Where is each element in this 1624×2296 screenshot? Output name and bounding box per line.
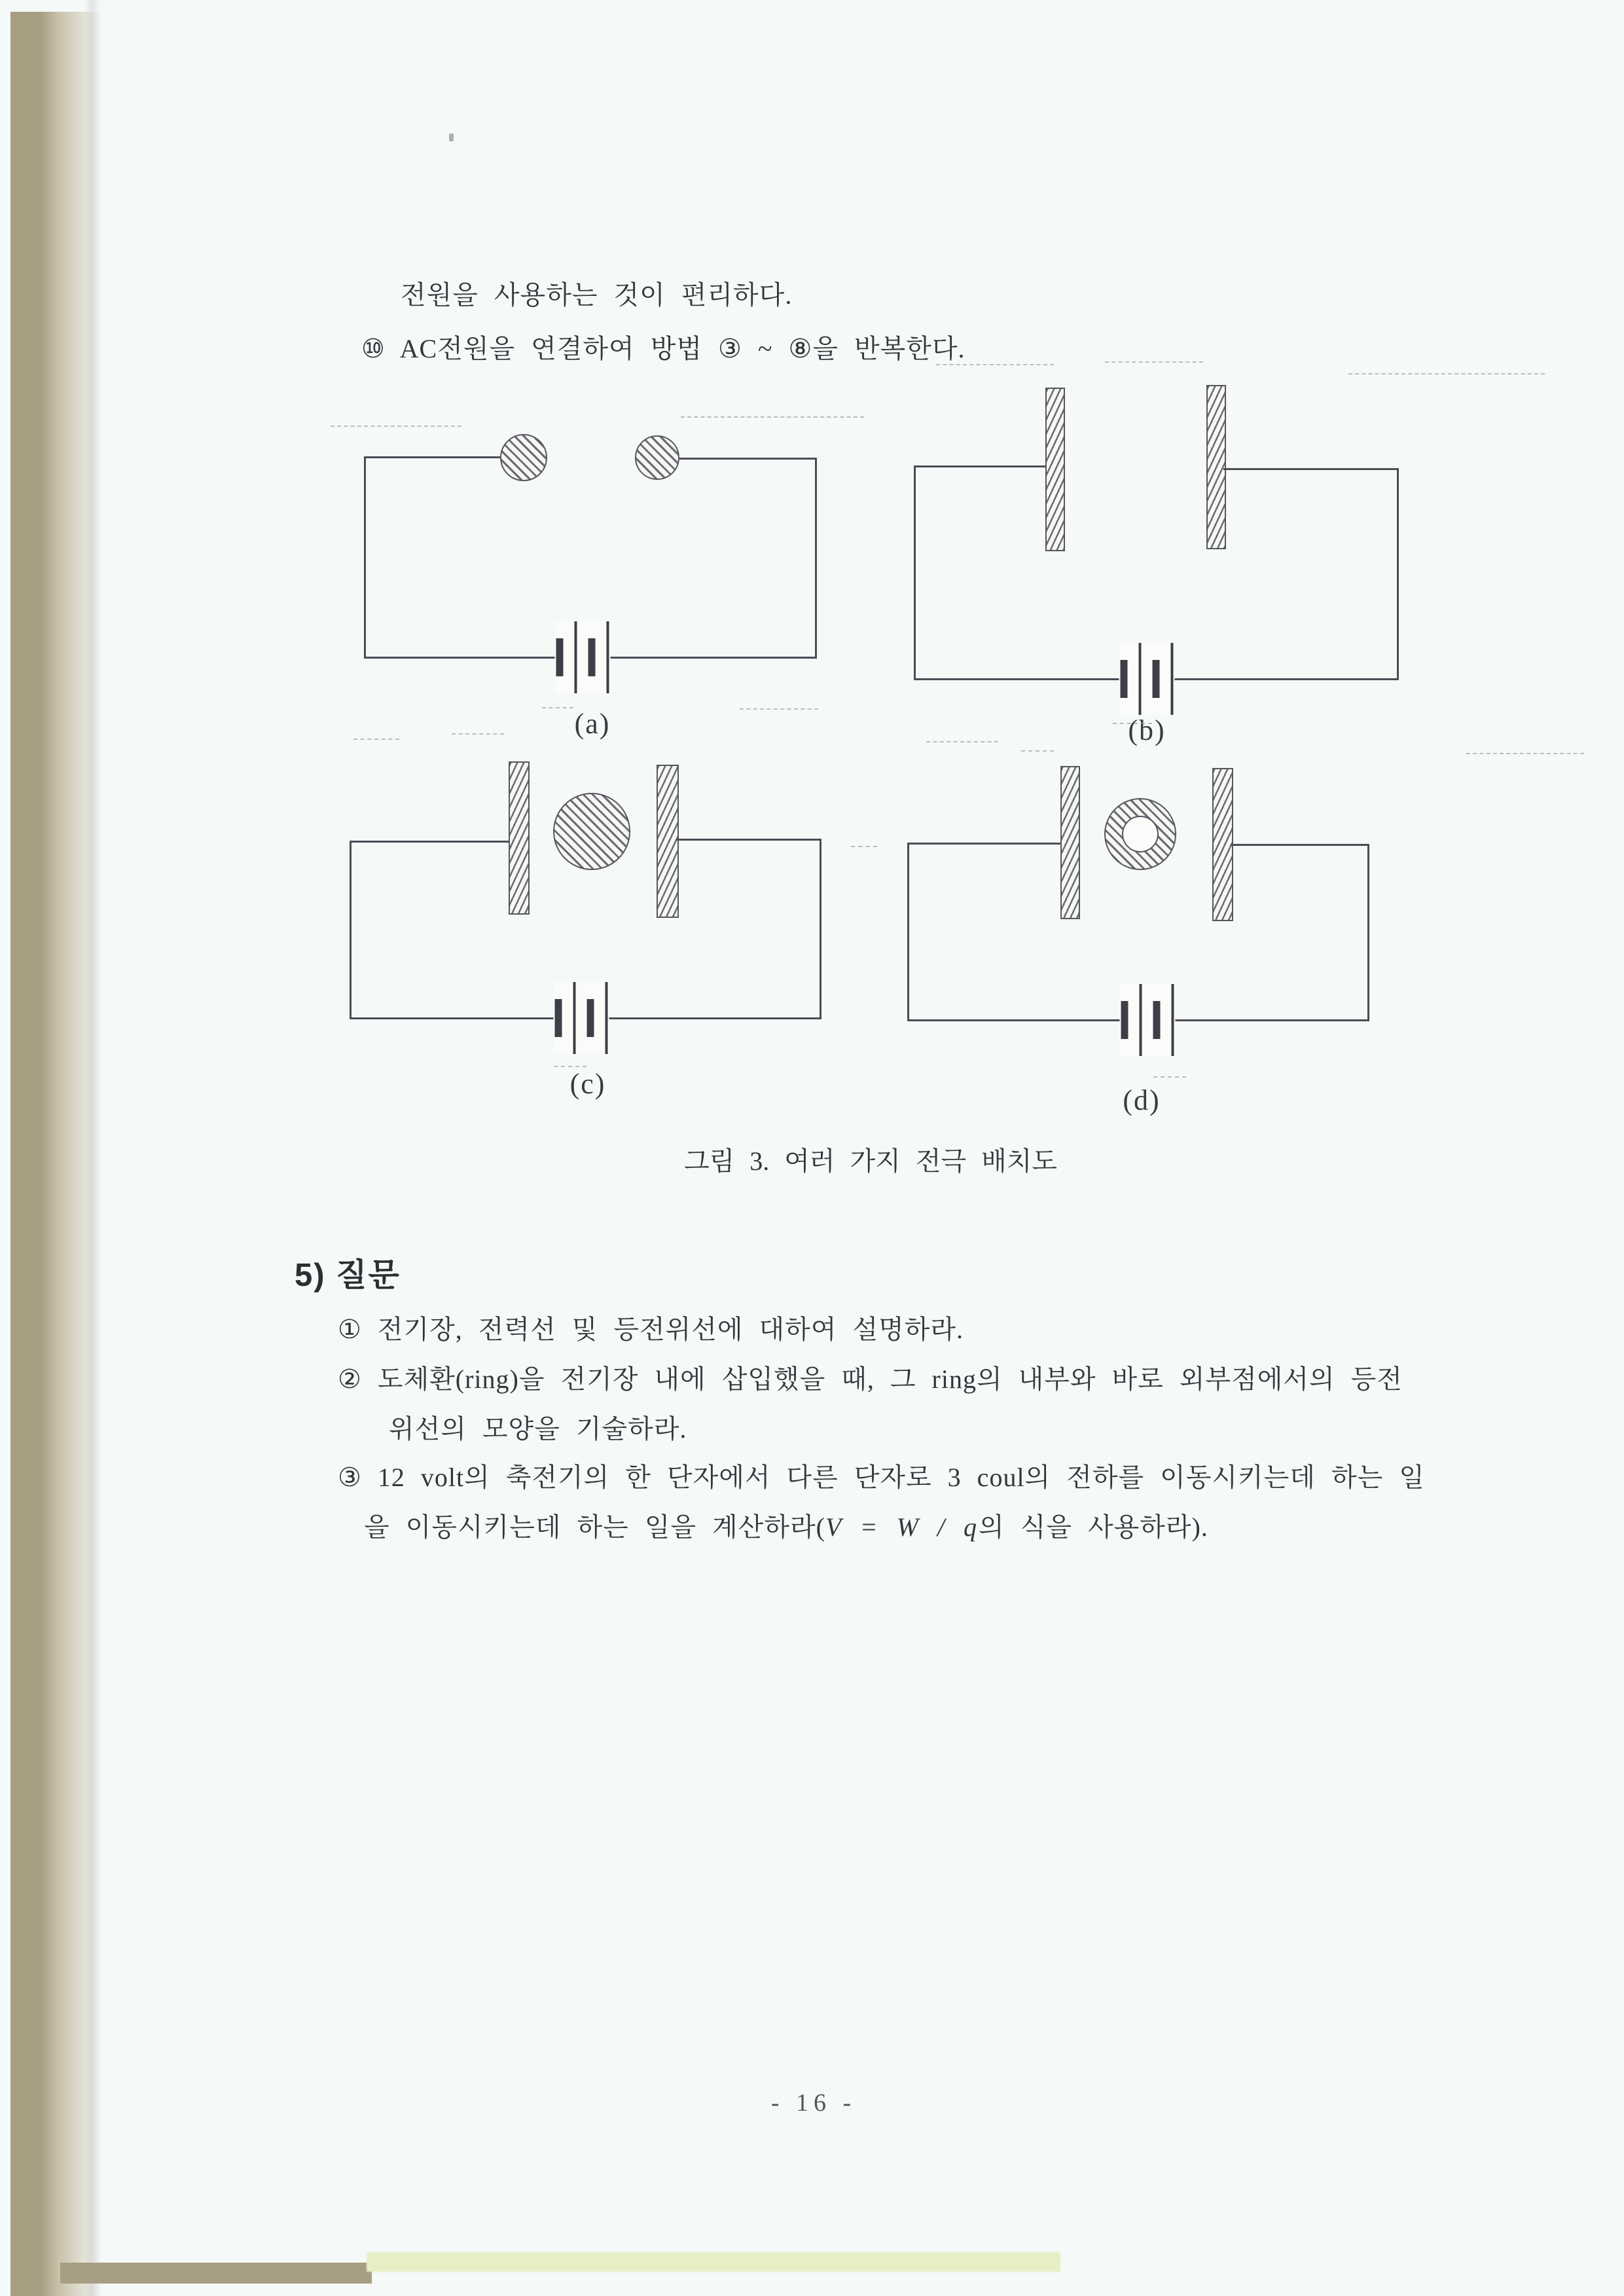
- battery-plate-short: [1121, 660, 1128, 698]
- bottom-page-edge: [367, 2252, 1060, 2272]
- plate-electrode: [1206, 385, 1226, 549]
- diagram-label-a: (a): [574, 708, 611, 740]
- wire: [364, 456, 503, 458]
- conducting-disc: [553, 793, 630, 870]
- procedure-step-10: ⑩ AC전원을 연결하여 방법 ③ ~ ⑧을 반복한다.: [361, 334, 965, 363]
- page-number: - 16 -: [770, 2089, 857, 2117]
- battery-plate-short: [1121, 1001, 1128, 1039]
- question-1: ① 전기장, 전력선 및 등전위선에 대하여 설명하라.: [338, 1315, 964, 1344]
- wire: [1397, 468, 1399, 680]
- battery-plate-long: [575, 621, 577, 693]
- battery-plate-short: [588, 638, 596, 676]
- scan-artifact-dash: [1153, 1076, 1186, 1078]
- wire: [364, 456, 366, 659]
- wire: [907, 843, 1060, 845]
- wire: [1231, 844, 1369, 846]
- question-3-text-post: 의 식을 사용하라).: [979, 1512, 1208, 1542]
- voltage-formula: V = W / q: [825, 1512, 979, 1542]
- figure-caption: 그림 3. 여러 가지 전극 배치도: [683, 1146, 1058, 1176]
- battery-plate-long: [605, 982, 608, 1054]
- scan-artifact-dash: [1021, 750, 1054, 752]
- battery-plate-long: [573, 982, 576, 1054]
- bottom-book-edge: [60, 2263, 372, 2284]
- question-2-line-2: 위선의 모양을 기술하라.: [389, 1414, 687, 1444]
- wire: [815, 458, 817, 659]
- battery-symbol: [555, 621, 611, 693]
- scan-artifact-dash: [1466, 753, 1584, 754]
- scan-artifact-dash: [740, 708, 818, 710]
- questions-heading: 5) 질문: [295, 1257, 401, 1293]
- point-electrode: [635, 435, 679, 480]
- wire: [1367, 844, 1369, 1021]
- scan-artifact-dash: [1348, 373, 1545, 374]
- scan-artifact-dash: [851, 846, 877, 847]
- scan-artifact-dash: [554, 1066, 586, 1067]
- battery-symbol: [1120, 984, 1176, 1056]
- scan-artifact-dash: [936, 364, 1054, 365]
- question-3-line-1: ③ 12 volt의 축전기의 한 단자에서 다른 단자로 3 coul의 전하를 이동시키는데 하는 일: [338, 1463, 1425, 1492]
- wire: [1223, 468, 1399, 470]
- scan-artifact-dash: [353, 738, 399, 740]
- battery-symbol: [1119, 643, 1175, 715]
- battery-plate-short: [587, 999, 594, 1037]
- battery-plate-long: [1171, 643, 1174, 715]
- scan-artifact-dash: [681, 416, 864, 418]
- wire: [350, 841, 509, 843]
- plate-electrode: [509, 761, 530, 915]
- diagram-label-b: (b): [1128, 714, 1166, 746]
- question-3-text-pre: 을 이동시키는데 하는 일을 계산하라(: [364, 1512, 825, 1542]
- scan-artifact-dash: [331, 426, 461, 427]
- scan-artifact-dash: [926, 741, 998, 742]
- battery-symbol: [554, 982, 609, 1054]
- scan-artifact-dash: [1113, 723, 1152, 724]
- battery-plate-short: [1153, 660, 1160, 698]
- wire: [679, 458, 817, 460]
- wire: [914, 465, 1045, 467]
- scan-speck: [449, 134, 454, 141]
- wire: [676, 839, 821, 841]
- scan-artifact-dash: [452, 733, 504, 735]
- plate-electrode: [1045, 388, 1065, 551]
- battery-plate-long: [607, 621, 609, 693]
- wire: [350, 841, 352, 1019]
- wire: [820, 839, 821, 1019]
- point-electrode: [500, 434, 547, 481]
- battery-plate-short: [555, 999, 562, 1037]
- ring-hole: [1122, 816, 1159, 852]
- intro-line: 전원을 사용하는 것이 편리하다.: [401, 280, 793, 310]
- page-crease-shadow: [84, 0, 101, 2296]
- battery-plate-short: [556, 638, 564, 676]
- battery-plate-long: [1139, 643, 1142, 715]
- scan-artifact-dash: [1105, 361, 1203, 363]
- scan-artifact-dash: [542, 707, 573, 708]
- wire: [907, 843, 909, 1021]
- wire: [914, 465, 916, 680]
- question-3-line-2: [364, 1511, 1208, 1544]
- battery-plate-long: [1140, 984, 1142, 1056]
- battery-plate-long: [1172, 984, 1174, 1056]
- question-2-line-1: ② 도체환(ring)을 전기장 내에 삽입했을 때, 그 ring의 내부와 바로 외부점에서의 등전: [338, 1364, 1403, 1394]
- diagram-label-d: (d): [1123, 1084, 1161, 1116]
- plate-electrode: [657, 765, 679, 918]
- battery-plate-short: [1153, 1001, 1161, 1039]
- diagram-label-c: (c): [569, 1068, 606, 1100]
- plate-electrode: [1060, 766, 1080, 919]
